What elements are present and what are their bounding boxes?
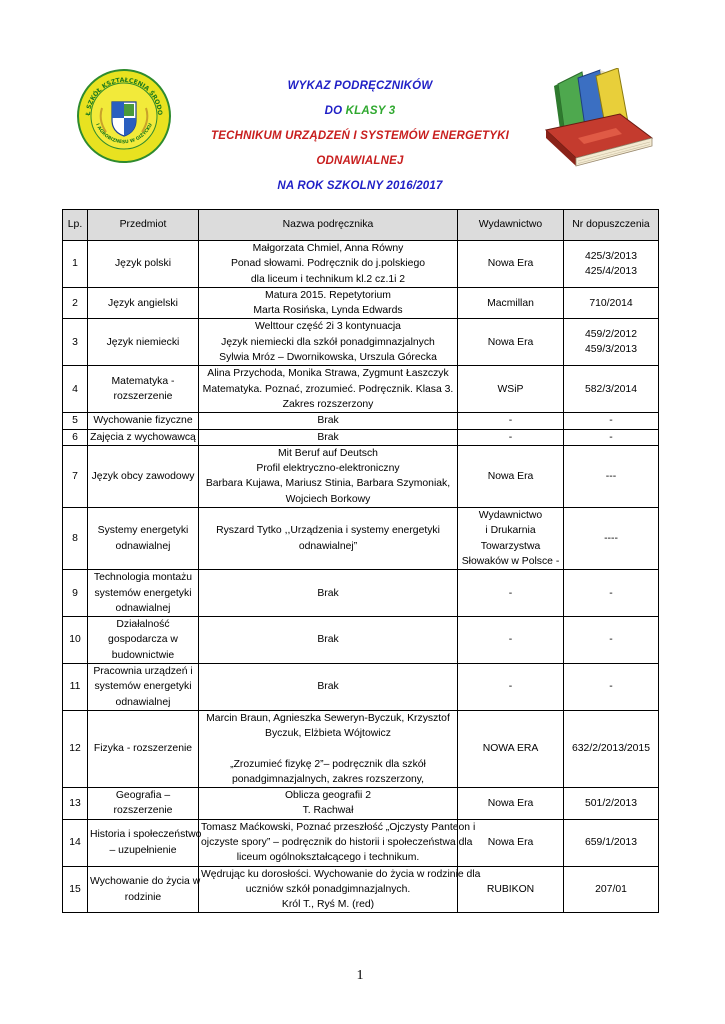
row-title-line: Ponad słowami. Podręcznik do j.polskiego	[230, 258, 426, 270]
row-subject-line: odnawialnej	[115, 602, 171, 614]
logo-text-top: Ł SZKÓŁ KSZTAŁCENIA ŚRODO	[84, 76, 164, 116]
row-subject	[88, 287, 199, 319]
row-publisher-line: Macmillan	[487, 297, 534, 309]
row-publisher	[458, 429, 564, 445]
row-approval-line: -	[609, 681, 613, 693]
row-approval-line: 207/01	[595, 883, 627, 895]
table-row	[63, 664, 659, 711]
row-lp: 7	[63, 445, 88, 507]
row-title-line: ponadgimnazjalnych, zakres rozszerzony,	[231, 773, 425, 785]
row-approval	[564, 866, 659, 913]
row-lp: 10	[63, 617, 88, 664]
table-row	[63, 508, 659, 570]
title-school-type-cont: ODNAWIALNEJ	[316, 155, 404, 167]
row-title	[199, 570, 458, 617]
row-approval-line: -	[609, 431, 613, 443]
row-lp: 12	[63, 710, 88, 787]
row-subject	[88, 366, 199, 413]
row-title-line: Matura 2015. Repetytorium	[265, 289, 391, 301]
table-row	[63, 710, 659, 787]
row-title	[199, 617, 458, 664]
title-school-year: NA ROK SZKOLNY 2016/2017	[277, 180, 443, 192]
header-title: Nazwa podręcznika	[199, 210, 458, 241]
row-lp: 14	[63, 819, 88, 866]
row-title-line: odnawialnej”	[298, 540, 358, 552]
row-subject-line: Język angielski	[108, 297, 178, 309]
row-approval-line: 501/2/2013	[584, 797, 637, 809]
row-subject-line: rozszerzenie	[113, 805, 173, 817]
header-publisher: Wydawnictwo	[458, 210, 564, 241]
row-approval	[564, 617, 659, 664]
row-subject-line: Technologia montażu	[93, 572, 193, 584]
table-row	[63, 413, 659, 429]
title-school-type: TECHNIKUM URZĄDZEŃ I SYSTEMÓW ENERGETYKI	[210, 130, 510, 142]
row-subject-line: – uzupełnienie	[109, 844, 177, 856]
table-header-row	[63, 210, 659, 241]
row-title-line	[201, 742, 455, 757]
row-publisher-line: Towarzystwa	[480, 540, 541, 552]
row-publisher-line: i Drukarnia	[485, 525, 536, 537]
row-title	[199, 413, 458, 429]
row-title-line: Profil elektryczno-elektroniczny	[256, 463, 400, 475]
row-approval-line: 459/3/2013	[584, 344, 637, 356]
row-subject	[88, 617, 199, 664]
row-lp: 9	[63, 570, 88, 617]
title-class-number: KLASY 3	[345, 105, 396, 117]
row-title	[199, 788, 458, 820]
row-subject-line: rodzinie	[124, 891, 162, 903]
row-title-line: Król T., Ryś M. (red)	[281, 899, 375, 911]
row-title-line: uczniów szkół ponadgimnazjalnych.	[245, 883, 411, 895]
books-illustration	[538, 68, 656, 172]
row-publisher	[458, 319, 564, 366]
row-title-line: Tomasz Maćkowski, Poznać przeszłość „Ojczysty Panteon i	[201, 821, 476, 833]
row-publisher-line: Słowaków w Polsce -	[461, 555, 560, 567]
page-number: 1	[356, 968, 364, 983]
row-title-line: Brak	[317, 634, 339, 646]
row-publisher-line: Nowa Era	[487, 336, 534, 348]
row-approval-line: ---	[605, 470, 617, 482]
row-title	[199, 866, 481, 913]
row-lp: 2	[63, 287, 88, 319]
row-title-line: Alina Przychoda, Monika Strawa, Zygmunt Łaszczyk	[207, 368, 449, 380]
row-publisher	[458, 570, 564, 617]
row-approval-line: -	[609, 415, 613, 427]
table-row	[63, 819, 659, 866]
row-title-line: Brak	[317, 431, 339, 443]
row-approval	[564, 570, 659, 617]
row-subject-line: Historia i społeczeństwo	[90, 829, 202, 841]
row-title-line: Mit Beruf auf Deutsch	[278, 447, 378, 459]
row-publisher-line: WSiP	[497, 383, 524, 395]
row-subject-line: gospodarcza w	[108, 634, 178, 646]
row-subject-line: odnawialnej	[115, 540, 171, 552]
row-title	[199, 508, 458, 570]
row-subject-line: systemów energetyki	[94, 587, 192, 599]
row-publisher	[458, 366, 564, 413]
row-title-line: Marcin Braun, Agnieszka Seweryn-Byczuk, Krzysztof	[206, 712, 450, 724]
row-lp: 13	[63, 788, 88, 820]
row-publisher	[458, 664, 564, 711]
row-title	[199, 241, 458, 288]
row-title	[199, 819, 476, 866]
table-row	[63, 429, 659, 445]
row-approval	[564, 413, 659, 429]
row-lp: 15	[63, 866, 88, 913]
row-title-line: dla liceum i technikum kl.2 cz.1i 2	[250, 273, 406, 285]
row-title-line: Byczuk, Elżbieta Wójtowicz	[265, 728, 391, 740]
row-title-line: Welttour część 2i 3 kontynuacja	[255, 321, 401, 333]
logo-text-bottom: I AGROBIZNESU W GIŻYCKU	[94, 122, 154, 146]
row-approval	[564, 241, 659, 288]
row-title-line: ojczyste spory” – podręcznik do historii i społeczeństwa dla	[201, 836, 473, 848]
row-title-line: Matematyka. Poznać, zrozumieć. Podręcznik. Klasa 3.	[202, 383, 454, 395]
row-title-line: Ryszard Tytko ,,Urządzenia i systemy energetyki	[216, 525, 440, 537]
row-subject	[88, 508, 199, 570]
table-row	[63, 241, 659, 288]
row-title-line: Język niemiecki dla szkół ponadgimnazjalnych	[221, 336, 435, 348]
row-title-line: Brak	[317, 681, 339, 693]
row-subject-line: Matematyka -	[111, 376, 175, 388]
row-subject-line: Fizyka - rozszerzenie	[93, 743, 193, 755]
row-lp: 3	[63, 319, 88, 366]
row-title	[199, 664, 458, 711]
row-approval-line: 710/2014	[589, 297, 633, 309]
row-approval-line: 425/3/2013	[584, 250, 637, 262]
title-class-prefix: DO	[324, 105, 343, 117]
row-subject	[88, 710, 199, 787]
row-approval-line: 659/1/2013	[584, 836, 637, 848]
row-publisher	[458, 413, 564, 429]
table-row	[63, 287, 659, 319]
row-subject	[88, 429, 199, 445]
row-publisher	[458, 788, 564, 820]
row-subject-line: Język polski	[114, 258, 171, 270]
row-subject	[88, 413, 199, 429]
row-title-line: Zakres rozszerzony	[282, 398, 374, 410]
row-title-line: Brak	[317, 415, 339, 427]
header-approval: Nr dopuszczenia	[564, 210, 659, 241]
row-publisher-line: -	[508, 634, 513, 646]
row-subject-line: odnawialnej	[115, 696, 171, 708]
row-publisher-line: -	[508, 415, 513, 427]
school-logo	[76, 68, 172, 164]
row-publisher-line: Nowa Era	[487, 836, 534, 848]
row-title	[199, 287, 458, 319]
row-subject	[88, 319, 199, 366]
row-subject-line: rozszerzenie	[113, 391, 173, 403]
row-publisher-line: -	[508, 431, 513, 443]
row-subject	[88, 241, 199, 288]
row-approval	[564, 429, 659, 445]
row-subject-line: Język niemiecki	[106, 336, 180, 348]
row-title-line: Wojciech Borkowy	[285, 493, 371, 505]
row-approval-line: ----	[604, 532, 618, 544]
row-lp: 8	[63, 508, 88, 570]
row-lp: 1	[63, 241, 88, 288]
row-subject	[88, 819, 202, 866]
row-publisher	[458, 710, 564, 787]
row-title-line: Barbara Kujawa, Mariusz Stinia, Barbara Szymoniak,	[205, 478, 451, 490]
row-approval	[564, 710, 659, 787]
table-row	[63, 366, 659, 413]
row-approval	[564, 664, 659, 711]
table-row	[63, 866, 659, 913]
row-lp: 6	[63, 429, 88, 445]
row-publisher	[458, 241, 564, 288]
row-publisher-line: Wydawnictwo	[478, 510, 543, 522]
row-approval	[564, 445, 659, 507]
row-subject	[88, 866, 199, 913]
row-publisher	[458, 445, 564, 507]
row-approval-line: 425/4/2013	[584, 265, 637, 277]
header-subject: Przedmiot	[88, 210, 199, 241]
table-row	[63, 617, 659, 664]
row-publisher-line: -	[508, 681, 513, 693]
row-title-line: Sylwia Mróz – Dwornikowska, Urszula Górecka	[219, 352, 437, 364]
row-subject	[88, 445, 199, 507]
books-stack-icon	[538, 68, 656, 172]
title-list-heading: WYKAZ PODRĘCZNIKÓW	[287, 80, 433, 92]
row-title-line: Wędrując ku dorosłości. Wychowanie do życia w rodzinie dla	[201, 868, 481, 880]
row-approval	[564, 319, 659, 366]
textbook-table	[62, 209, 659, 913]
row-title	[199, 319, 458, 366]
row-subject	[88, 570, 199, 617]
row-approval-line: 459/2/2012	[584, 329, 637, 341]
row-approval-line: -	[609, 587, 613, 599]
row-title	[199, 429, 458, 445]
row-publisher	[458, 287, 564, 319]
table-row	[63, 788, 659, 820]
row-publisher-line: -	[508, 587, 513, 599]
row-subject-line: Systemy energetyki	[97, 525, 189, 537]
row-subject-line: Działalność	[116, 619, 170, 631]
row-lp: 11	[63, 664, 88, 711]
table-row	[63, 570, 659, 617]
row-title-line: T. Rachwał	[302, 805, 354, 817]
row-lp: 5	[63, 413, 88, 429]
row-approval	[564, 819, 659, 866]
row-approval-line: 582/3/2014	[584, 383, 637, 395]
row-publisher-line: Nowa Era	[487, 470, 534, 482]
row-title-line: liceum ogólnokształcącego i technikum.	[236, 852, 420, 864]
row-approval	[564, 788, 659, 820]
row-publisher-line: RUBIKON	[486, 883, 535, 895]
row-subject-line: Język obcy zawodowy	[91, 470, 195, 482]
header-lp: Lp.	[63, 210, 88, 241]
row-publisher	[458, 617, 564, 664]
row-title	[199, 366, 458, 413]
row-subject-line: Wychowanie fizyczne	[93, 415, 193, 427]
row-publisher-line: NOWA ERA	[482, 743, 539, 755]
row-publisher-line: Nowa Era	[487, 797, 534, 809]
row-lp: 4	[63, 366, 88, 413]
row-title-line: Brak	[317, 587, 339, 599]
row-subject-line: Zajęcia z wychowawcą	[90, 431, 196, 443]
table-row	[63, 319, 659, 366]
row-subject-line: Geografia –	[115, 790, 171, 802]
row-title-line: „Zrozumieć fizykę 2”– podręcznik dla szkół	[230, 758, 426, 770]
school-crest-icon	[76, 68, 172, 164]
row-approval	[564, 287, 659, 319]
row-subject-line: Wychowanie do życia w	[90, 876, 201, 888]
row-approval	[564, 366, 659, 413]
row-subject-line: Pracownia urządzeń i	[93, 666, 193, 678]
row-approval-line: 632/2/2013/2015	[571, 743, 650, 755]
row-title-line: Oblicza geografii 2	[284, 790, 372, 802]
row-title	[199, 445, 458, 507]
title-class	[195, 105, 525, 117]
table-row	[63, 445, 659, 507]
row-title	[199, 710, 458, 787]
table-body	[63, 241, 659, 913]
row-subject	[88, 664, 199, 711]
row-publisher	[458, 508, 564, 570]
row-title-line: Marta Rosińska, Lynda Edwards	[253, 305, 403, 317]
row-title-line: Małgorzata Chmiel, Anna Równy	[252, 243, 404, 254]
row-publisher-line: Nowa Era	[487, 258, 534, 270]
row-subject-line: systemów energetyki	[94, 681, 192, 693]
row-approval-line: -	[609, 634, 613, 646]
row-approval	[564, 508, 659, 570]
row-subject-line: budownictwie	[111, 649, 175, 661]
row-subject	[88, 788, 199, 820]
